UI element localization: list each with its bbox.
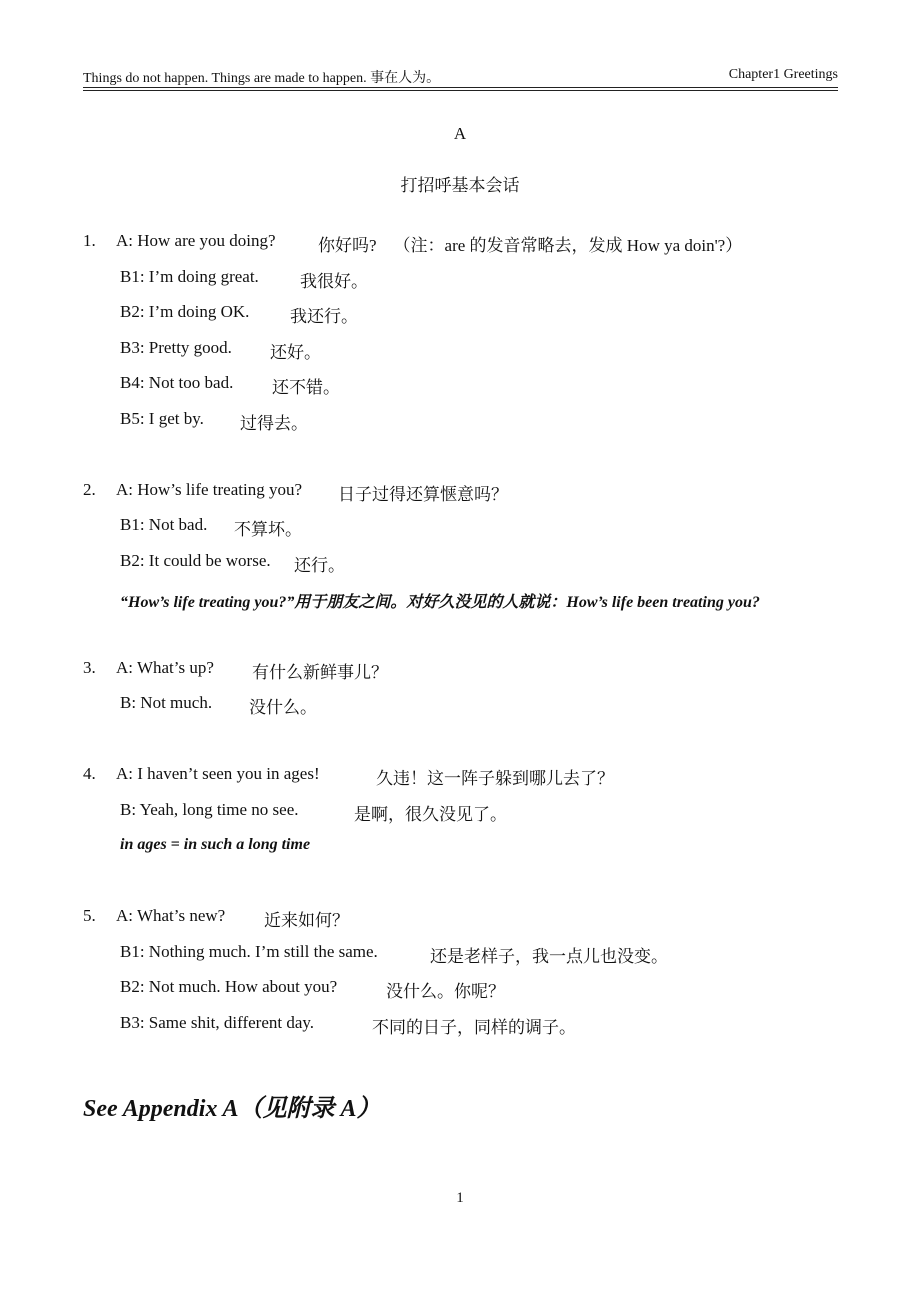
section-title: 打招呼基本会话 bbox=[400, 176, 520, 195]
dialogue-line-zh: 还是老样子，我一点儿也没变。 bbox=[430, 947, 668, 966]
dialogue-line-en: B2: I’m doing OK. bbox=[120, 302, 250, 321]
item-number: 1. bbox=[83, 231, 96, 250]
header-motto: Things do not happen. Things are made to happen. 事在人为。 bbox=[83, 71, 441, 86]
item-number: 3. bbox=[83, 658, 96, 677]
dialogue-line-zh: 没什么。你呢？ bbox=[386, 982, 505, 1001]
dialogue-line-en: B2: Not much. How about you? bbox=[120, 977, 338, 996]
dialogue-line-zh: 久违！这一阵子躲到哪儿去了？ bbox=[376, 769, 614, 788]
dialogue-line-zh: 不算坏。 bbox=[234, 520, 302, 539]
appendix-reference: See Appendix A（见附录 A） bbox=[83, 1096, 381, 1122]
dialogue-line-zh: 日子过得还算惬意吗？ bbox=[338, 485, 508, 504]
page-header bbox=[83, 67, 838, 88]
usage-note: in ages = in such a long time bbox=[120, 836, 311, 853]
section-letter: A bbox=[453, 124, 467, 143]
dialogue-line-en: B1: Not bad. bbox=[120, 515, 208, 534]
item-number: 5. bbox=[83, 906, 96, 925]
dialogue-line-en: B3: Pretty good. bbox=[120, 338, 232, 357]
dialogue-line-zh: 过得去。 bbox=[240, 414, 308, 433]
dialogue-line-en: A: What’s up? bbox=[116, 658, 214, 677]
dialogue-line-en: B2: It could be worse. bbox=[120, 551, 271, 570]
item-number: 2. bbox=[83, 480, 96, 499]
dialogue-line-zh: 没什么。 bbox=[249, 698, 317, 717]
dialogue-line-en: A: How are you doing? bbox=[116, 231, 276, 250]
dialogue-line-zh: 我还行。 bbox=[290, 307, 358, 326]
dialogue-line-zh: 不同的日子，同样的调子。 bbox=[372, 1018, 576, 1037]
dialogue-line-en: B1: I’m doing great. bbox=[120, 267, 259, 286]
dialogue-line-en: B5: I get by. bbox=[120, 409, 204, 428]
dialogue-line-en: B3: Same shit, different day. bbox=[120, 1013, 315, 1032]
dialogue-line-en: B4: Not too bad. bbox=[120, 373, 234, 392]
dialogue-line-zh: 近来如何？ bbox=[264, 911, 349, 930]
page-number: 1 bbox=[456, 1190, 464, 1206]
dialogue-line-en: B: Yeah, long time no see. bbox=[120, 800, 299, 819]
item-number: 4. bbox=[83, 764, 96, 783]
dialogue-line-en: B: Not much. bbox=[120, 693, 213, 712]
usage-note: “How’s life treating you?”用于朋友之间。对好久没见的人就说：How’s life been treating you? bbox=[120, 594, 760, 611]
dialogue-line-zh: 还行。 bbox=[294, 556, 345, 575]
dialogue-line-zh: 我很好。 bbox=[300, 272, 368, 291]
dialogue-line-zh: 是啊，很久没见了。 bbox=[354, 805, 507, 824]
dialogue-line-zh: 还不错。 bbox=[272, 378, 340, 397]
dialogue-line-en: A: How’s life treating you? bbox=[116, 480, 303, 499]
dialogue-line-zh: 你好吗? （注：are 的发音常略去，发成 How ya doin'?） bbox=[318, 236, 743, 255]
dialogue-line-en: A: I haven’t seen you in ages! bbox=[116, 764, 320, 783]
dialogue-line-en: A: What’s new? bbox=[116, 906, 226, 925]
dialogue-line-zh: 还好。 bbox=[270, 343, 321, 362]
header-chapter: Chapter1 Greetings bbox=[728, 67, 838, 82]
dialogue-line-zh: 有什么新鲜事儿？ bbox=[252, 663, 388, 682]
dialogue-line-en: B1: Nothing much. I’m still the same. bbox=[120, 942, 378, 961]
